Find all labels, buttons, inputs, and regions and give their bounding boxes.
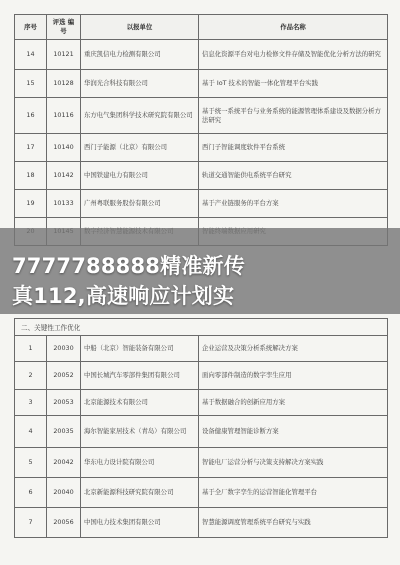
row-unit: 华润光合科技有限公司 (81, 70, 199, 98)
row-unit: 东方电气集团科学技术研究院有限公司 (81, 98, 199, 134)
row-no: 15 (15, 70, 47, 98)
banner-title-line-2: 真112,高速响应计划实 (12, 284, 235, 308)
row-id: 20040 (47, 478, 81, 508)
header-work: 作品名称 (199, 15, 388, 40)
row-id: 10133 (47, 190, 81, 218)
row-no: 2 (15, 362, 47, 390)
row-unit: 海尔智能家居技术（青岛）有限公司 (81, 416, 199, 448)
row-unit: 重庆凯信电力检测有限公司 (81, 40, 199, 70)
row-id: 20056 (47, 508, 81, 538)
row-no: 6 (15, 478, 47, 508)
row-no: 4 (15, 416, 47, 448)
awards-table-1 (14, 14, 388, 246)
header-no: 序号 (15, 15, 47, 40)
header-unit: 以报单位 (81, 15, 199, 40)
row-no: 16 (15, 98, 47, 134)
row-unit: 华东电力设计院有限公司 (81, 448, 199, 478)
row-no: 19 (15, 190, 47, 218)
row-id: 20052 (47, 362, 81, 390)
row-unit: 广州粤联服务股份有限公司 (81, 190, 199, 218)
row-id: 10116 (47, 98, 81, 134)
row-unit: 中国长城汽车零部件集团有限公司 (81, 362, 199, 390)
row-work: 轨道交通智能供电系统平台研究 (199, 162, 388, 190)
row-id: 20053 (47, 390, 81, 416)
row-id: 20042 (47, 448, 81, 478)
row-work: 智慧能源调度管理系统平台研究与实践 (199, 508, 388, 538)
document-body (14, 14, 388, 246)
row-work: 基于数据融合的创新应用方案 (199, 390, 388, 416)
row-unit: 北京新能源科技研究院有限公司 (81, 478, 199, 508)
table-row (15, 98, 388, 134)
section-2-title: 二、关键性工作优化 (14, 318, 388, 335)
row-unit: 中船（北京）智能装备有限公司 (81, 336, 199, 362)
table-row (15, 508, 388, 538)
row-id: 20030 (47, 336, 81, 362)
awards-table-2 (14, 335, 388, 538)
section-2 (14, 318, 388, 538)
row-work: 基于统一系统平台与业务系统的能源管理体系建设及数据分析方法研究 (199, 98, 388, 134)
row-no: 1 (15, 336, 47, 362)
row-id: 10121 (47, 40, 81, 70)
table-row (15, 362, 388, 390)
row-id: 10142 (47, 162, 81, 190)
row-id: 10140 (47, 134, 81, 162)
row-no: 14 (15, 40, 47, 70)
row-work: 面向零部件制造的数字孪生应用 (199, 362, 388, 390)
row-work: 设备健康管理智能诊断方案 (199, 416, 388, 448)
row-no: 5 (15, 448, 47, 478)
row-unit: 西门子能源（北京）有限公司 (81, 134, 199, 162)
table-row (15, 448, 388, 478)
row-id: 10128 (47, 70, 81, 98)
table-row (15, 40, 388, 70)
table-header-row (15, 15, 388, 40)
row-no: 18 (15, 162, 47, 190)
row-no: 17 (15, 134, 47, 162)
table-row (15, 416, 388, 448)
row-unit: 中国电力技术集团有限公司 (81, 508, 199, 538)
row-work: 西门子智能调度软件平台系统 (199, 134, 388, 162)
row-unit: 北京能源技术有限公司 (81, 390, 199, 416)
header-id: 评选 编号 (47, 15, 81, 40)
table-row (15, 70, 388, 98)
table-row (15, 190, 388, 218)
row-work: 信息化资源平台对电力检修文件存储及智能优化分析方法的研究 (199, 40, 388, 70)
row-id: 20035 (47, 416, 81, 448)
row-no: 3 (15, 390, 47, 416)
row-work: 基于产业链服务的平台方案 (199, 190, 388, 218)
banner-title-line-1: 7777788888精准新传 (12, 254, 245, 278)
table-row (15, 134, 388, 162)
table-row (15, 478, 388, 508)
row-unit: 中国铁建电力有限公司 (81, 162, 199, 190)
row-work: 基于全厂数字孪生的运营智能化管理平台 (199, 478, 388, 508)
row-no: 7 (15, 508, 47, 538)
table-row (15, 390, 388, 416)
table-row (15, 162, 388, 190)
row-work: 企业运营及决策分析系统解决方案 (199, 336, 388, 362)
table-row (15, 336, 388, 362)
row-work: 基于 IoT 技术的智能一体化管理平台实践 (199, 70, 388, 98)
row-work: 智能电厂运营分析与决策支持解决方案实践 (199, 448, 388, 478)
